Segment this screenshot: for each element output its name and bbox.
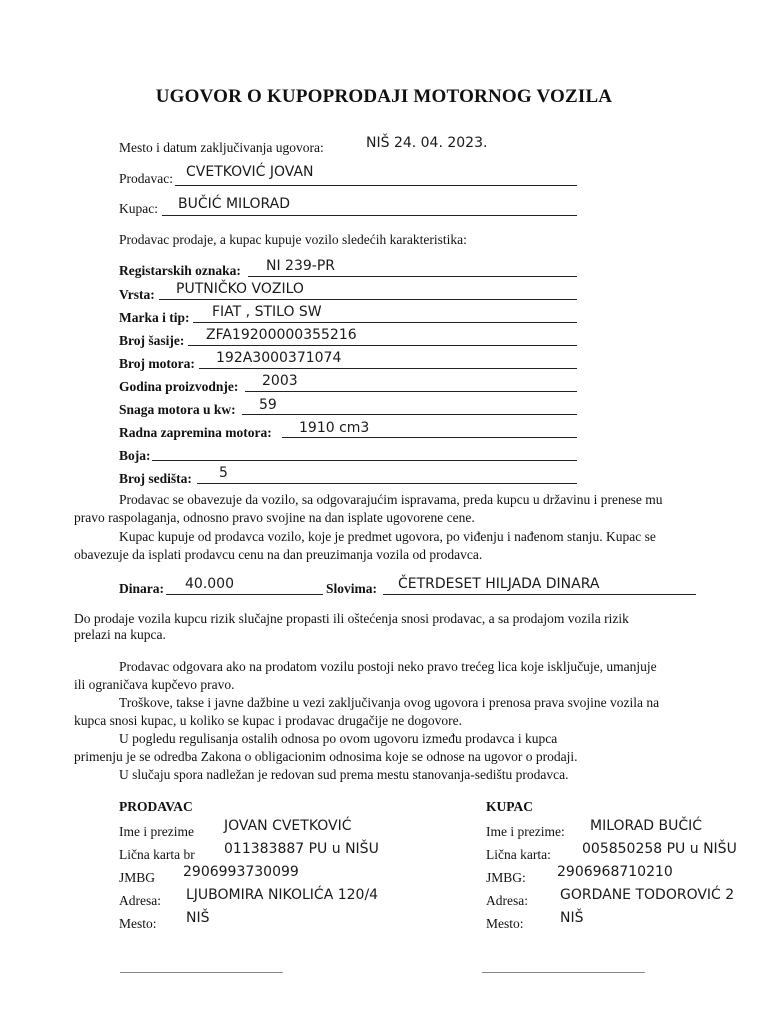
vehicle-value-make: FIAT , STILO SW — [212, 304, 322, 320]
vehicle-value-chassis: ZFA19200000355216 — [206, 327, 357, 343]
price-words-line — [383, 594, 696, 595]
paragraph-4-line-1: Prodavac odgovara ako na prodatom vozilu postoji neko pravo trećeg lica koje isključuje, umanjuje — [119, 659, 657, 674]
paragraph-6-line-2: primenju je se odredba Zakona o obligacionim odnosima koje se odnose na ugovor o prodaji. — [74, 749, 578, 764]
paragraph-6-line-1: U pogledu regulisanja ostalih odnosa po ovom ugovoru između prodavca i kupca — [119, 731, 558, 746]
paragraph-3-line-2: prelazi na kupca. — [74, 627, 166, 642]
buyer-id-label: Lična karta: — [486, 847, 551, 862]
vehicle-line-year — [245, 391, 577, 392]
place-date-label: Mesto i datum zaključivanja ugovora: — [119, 140, 324, 155]
buyer-address-label: Adresa: — [486, 893, 528, 908]
buyer-heading: KUPAC — [486, 799, 533, 814]
price-dinara-label: Dinara: — [119, 581, 164, 596]
paragraph-2-line-2: obavezuje da isplati prodavcu cenu na dan preuzimanja vozila od prodavca. — [74, 547, 483, 562]
buyer-value: BUČIĆ MILORAD — [178, 196, 291, 212]
vehicle-line-power — [242, 414, 577, 415]
seller-jmbg-label: JMBG — [119, 870, 156, 885]
price-words-value: ČETRDESET HILJADA DINARA — [398, 576, 600, 592]
buyer-jmbg-value: 2906968710210 — [557, 864, 673, 880]
buyer-id-value: 005850258 PU u NIŠU — [582, 841, 737, 857]
seller-address-value: LJUBOMIRA NIKOLIĆA 120/4 — [186, 887, 379, 903]
vehicle-value-year: 2003 — [262, 373, 298, 389]
vehicle-label-seats: Broj sedišta: — [119, 471, 192, 486]
vehicle-label-engine: Broj motora: — [119, 356, 195, 371]
vehicle-line-engine — [199, 368, 577, 369]
vehicle-label-type: Vrsta: — [119, 287, 155, 302]
buyer-city-label: Mesto: — [486, 916, 524, 931]
seller-jmbg-value: 2906993730099 — [183, 864, 299, 880]
vehicle-line-make — [193, 322, 577, 323]
seller-value: CVETKOVIĆ JOVAN — [186, 164, 314, 180]
vehicle-value-seats: 5 — [219, 465, 228, 481]
buyer-signature-line — [482, 972, 645, 973]
price-words-label: Slovima: — [326, 581, 378, 596]
intro-text: Prodavac prodaje, a kupac kupuje vozilo sledećih karakteristika: — [119, 232, 467, 247]
seller-signature-line — [120, 972, 283, 973]
vehicle-line-color — [152, 460, 577, 461]
paragraph-2-line-1: Kupac kupuje od prodavca vozilo, koje je predmet ugovora, po viđenju i nađenom stanju. Kupac se — [119, 529, 656, 544]
vehicle-value-reg: NI 239-PR — [266, 258, 335, 274]
buyer-line — [162, 215, 577, 216]
vehicle-value-type: PUTNIČKO VOZILO — [176, 281, 304, 297]
vehicle-line-reg — [248, 276, 577, 277]
vehicle-label-year: Godina proizvodnje: — [119, 379, 239, 394]
buyer-address-value: GORDANE TODOROVIĆ 2 — [560, 887, 735, 903]
vehicle-label-make: Marka i tip: — [119, 310, 190, 325]
vehicle-value-power: 59 — [259, 397, 277, 413]
buyer-name-label: Ime i prezime: — [486, 824, 565, 839]
vehicle-label-power: Snaga motora u kw: — [119, 402, 236, 417]
seller-label: Prodavac: — [119, 171, 173, 186]
seller-id-value: 011383887 PU u NIŠU — [224, 841, 379, 857]
seller-city-value: NIŠ — [186, 910, 210, 926]
price-dinara-line — [166, 594, 323, 595]
paragraph-7: U slučaju spora nadležan je redovan sud prema mestu stanovanja-sedištu prodavca. — [119, 767, 569, 782]
place-date-value: NIŠ 24. 04. 2023. — [366, 135, 488, 151]
paragraph-1-line-1: Prodavac se obavezuje da vozilo, sa odgovarajućim ispravama, preda kupcu u državinu i prenese mu — [119, 492, 663, 507]
price-dinara-value: 40.000 — [185, 576, 234, 592]
vehicle-label-reg: Registarskih oznaka: — [119, 263, 241, 278]
seller-address-label: Adresa: — [119, 893, 161, 908]
vehicle-line-seats — [197, 483, 577, 484]
seller-heading: PRODAVAC — [119, 799, 193, 814]
paragraph-3-line-1: Do prodaje vozila kupcu rizik slučajne propasti ili oštećenja snosi prodavac, a sa prodajom vozila rizik — [74, 611, 629, 626]
seller-id-label: Lična karta br — [119, 847, 195, 862]
seller-name-label: Ime i prezime — [119, 824, 194, 839]
vehicle-line-type — [159, 299, 577, 300]
vehicle-label-chassis: Broj šasije: — [119, 333, 185, 348]
buyer-city-value: NIŠ — [560, 910, 584, 926]
paragraph-1-line-2: pravo raspolaganja, odnosno pravo svojine na dan isplate ugovorene cene. — [74, 510, 475, 525]
paragraph-5-line-1: Troškove, takse i javne dažbine u vezi zaključivanja ovog ugovora i prenosa prava svojine vozila na — [119, 695, 660, 710]
buyer-name-value: MILORAD BUČIĆ — [590, 818, 703, 834]
buyer-jmbg-label: JMBG: — [486, 870, 526, 885]
vehicle-label-color: Boja: — [119, 448, 151, 463]
paragraph-4-line-2: ili ograničava kupčevo pravo. — [74, 677, 235, 692]
vehicle-line-chassis — [188, 345, 577, 346]
seller-line — [175, 185, 577, 186]
seller-city-label: Mesto: — [119, 916, 157, 931]
buyer-label: Kupac: — [119, 201, 158, 216]
document-title: UGOVOR O KUPOPRODAJI MOTORNOG VOZILA — [155, 86, 613, 107]
seller-name-value: JOVAN CVETKOVIĆ — [224, 818, 352, 834]
vehicle-value-engine: 192A3000371074 — [216, 350, 342, 366]
vehicle-line-displacement — [282, 437, 577, 438]
vehicle-value-displacement: 1910 cm3 — [299, 420, 370, 436]
vehicle-label-displacement: Radna zapremina motora: — [119, 425, 272, 440]
paragraph-5-line-2: kupca snosi kupac, u koliko se kupac i prodavac drugačije ne dogovore. — [74, 713, 463, 728]
